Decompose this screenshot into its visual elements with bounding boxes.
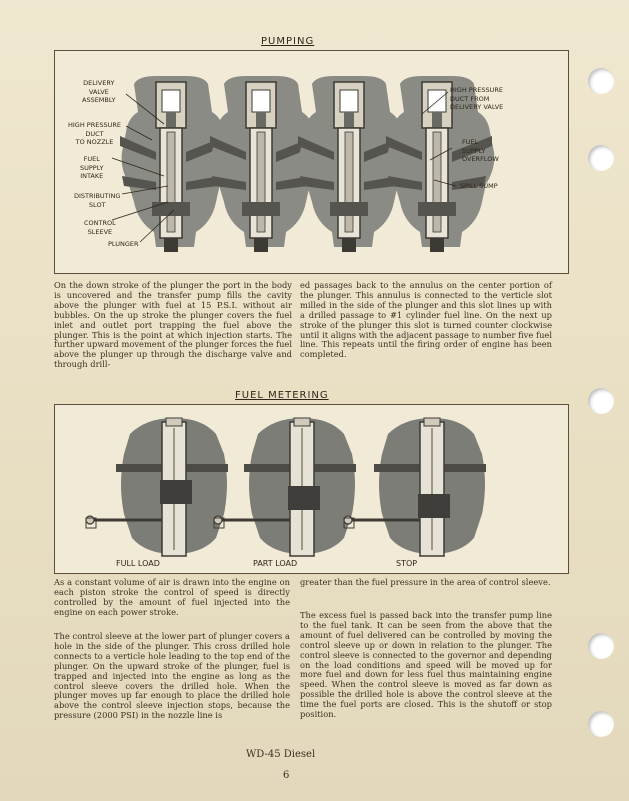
label-delivery-valve-assembly: DELIVERY VALVE ASSEMBLY	[82, 79, 116, 104]
metering-text-right-p1: greater than the fuel pressure in the area of control sleeve.	[300, 577, 551, 587]
label-plunger: PLUNGER	[108, 240, 139, 248]
label-control-sleeve: CONTROL SLEEVE	[84, 219, 116, 236]
metering-text-left-p2: The control sleeve at the lower part of plunger covers a hole in the side of the plunger. This cross drilled hole connects to a verticle hole leading to the top end of the plunger. On the upward stroke of the plunger, fuel is trapped and injected into the engine as long as the control sleeve covers the drilled hole. When the plunger moves up far enough to place the drilled hole above the control sleeve injection stops, because the pressure (2000 PSI) in the nozzle line is	[54, 631, 290, 721]
pumping-title: PUMPING	[261, 36, 315, 47]
fuel-metering-title: FUEL METERING	[235, 390, 329, 401]
label-high-pressure-duct-from-delivery-valve: HIGH PRESSURE DUCT FROM DELIVERY VALVE	[450, 86, 504, 111]
caption-full-load: FULL LOAD	[116, 559, 160, 568]
pumping-text-left: On the down stroke of the plunger the port in the body is uncovered and the transfer pump fills the cavity above the plunger with fuel at 15 P.S.I. without air bubbles. On the up stroke the plunger covers the fuel inlet and outlet port trapping the fuel above the plunger. This is the point at which injection starts. The further upward movement of the plunger forces the fuel above the plunger up through the discharge valve and through drill-	[54, 280, 292, 370]
binder-hole-3	[588, 388, 614, 414]
footer-doc-title: WD-45 Diesel	[246, 749, 316, 760]
page-number: 6	[283, 770, 290, 781]
metering-text-left-p1: As a constant volume of air is drawn into the engine on each piston stroke the control of speed is directly controlled by the amount of fuel injected into the engine on each power stroke.	[54, 577, 290, 617]
metering-text-right-p2: The excess fuel is passed back into the transfer pump line to the fuel tank. It can be seen from the above that the amount of fuel delivered can be controlled by moving the control sleeve up or down in relation to the plunger. The control sleeve is connected to the governor and depending on the load conditions and speed will be moved up for more fuel and down for less fuel thus maintaining engine speed. When the control sleeve is moved as far down as possible the drilled hole is above the control sleeve at the time the fuel ports are closed. This is the shutoff or stop position.	[300, 610, 552, 720]
binder-hole-4	[588, 633, 614, 659]
binder-hole-2	[588, 145, 614, 171]
label-high-pressure-duct-to-nozzle: HIGH PRESSURE DUCT TO NOZZLE	[68, 121, 121, 146]
metering-diagram	[56, 406, 566, 556]
caption-part-load: PART LOAD	[253, 559, 298, 568]
binder-hole-5	[588, 711, 614, 737]
label-distributing-slot: DISTRIBUTING SLOT	[74, 192, 121, 209]
label-fuel-supply-overflow: FUEL SUPPLY OVERFLOW	[462, 138, 499, 163]
label-spill-sump: SPILL SUMP	[460, 182, 498, 190]
binder-hole-1	[588, 68, 614, 94]
caption-stop: STOP	[396, 559, 418, 568]
pumping-text-right: ed passages back to the annulus on the center portion of the plunger. This annulus is connected to the verticle slot milled in the side of the plunger and this slot lines up with a drilled passage to #1 cylinder fuel line. On the next up stroke of the plunger this slot is turned counter clockwise until it aligns with the adjacent passage to number five fuel line. This repeats until the firing order of engine has been completed.	[300, 280, 552, 360]
label-fuel-supply-intake: FUEL SUPPLY INTAKE	[80, 155, 104, 180]
